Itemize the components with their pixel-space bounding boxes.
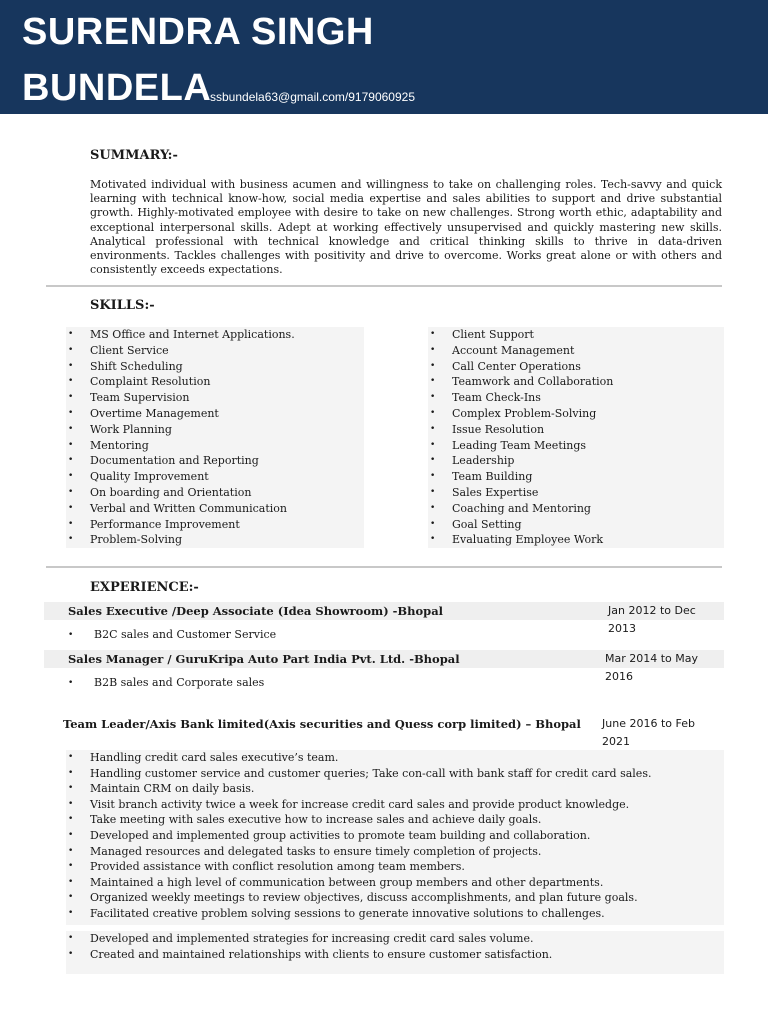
duty-item: • Provided assistance with conflict resolution among team members. bbox=[66, 859, 724, 875]
skill-item: • Verbal and Written Communication bbox=[66, 501, 364, 517]
skill-item: • Overtime Management bbox=[66, 406, 364, 422]
skill-item: • Team Check-Ins bbox=[428, 390, 724, 406]
job-summary-bullet: • B2B sales and Corporate sales bbox=[64, 676, 264, 690]
skill-item: • Teamwork and Collaboration bbox=[428, 374, 724, 390]
skill-item: • Sales Expertise bbox=[428, 485, 724, 501]
skill-item: • Coaching and Mentoring bbox=[428, 501, 724, 517]
skill-item: • On boarding and Orientation bbox=[66, 485, 364, 501]
section-divider bbox=[46, 285, 722, 287]
skill-item: • Client Service bbox=[66, 343, 364, 359]
skills-left-column bbox=[66, 327, 364, 548]
team-leader-duties bbox=[66, 750, 724, 925]
duty-item: • Take meeting with sales executive how to increase sales and achieve daily goals. bbox=[66, 812, 724, 828]
skill-item: • MS Office and Internet Applications. bbox=[66, 327, 364, 343]
skill-item: • Quality Improvement bbox=[66, 469, 364, 485]
skills-right-column bbox=[428, 327, 724, 548]
duty-item: • Handling customer service and customer queries; Take con-call with bank staff for credit card sales. bbox=[66, 766, 724, 782]
name-second-line: BUNDELA bbox=[22, 67, 212, 109]
job-dates: Mar 2014 to May 2016 bbox=[605, 652, 699, 683]
skill-item: • Goal Setting bbox=[428, 517, 724, 533]
skill-item: • Performance Improvement bbox=[66, 517, 364, 533]
duty-item: • Managed resources and delegated tasks to ensure timely completion of projects. bbox=[66, 844, 724, 860]
duty-item: • Visit branch activity twice a week for increase credit card sales and provide product knowledge. bbox=[66, 797, 724, 813]
duty-item: • Created and maintained relationships with clients to ensure customer satisfaction. bbox=[66, 947, 724, 963]
skill-item: • Evaluating Employee Work bbox=[428, 532, 724, 548]
skill-item: • Documentation and Reporting bbox=[66, 453, 364, 469]
skill-item: • Client Support bbox=[428, 327, 724, 343]
skill-item: • Mentoring bbox=[66, 438, 364, 454]
job-title: Sales Manager / GuruKripa Auto Part India Pvt. Ltd. -Bhopal bbox=[68, 652, 460, 666]
duty-item: • Maintained a high level of communication between group members and other departments. bbox=[66, 875, 724, 891]
name-first-line: SURENDRA SINGH bbox=[22, 11, 374, 53]
additional-duties bbox=[66, 931, 724, 974]
duty-item: • Developed and implemented strategies for increasing credit card sales volume. bbox=[66, 931, 724, 947]
contact-info: ssbundela63@gmail.com/9179060925 bbox=[210, 90, 415, 104]
skill-item: • Problem-Solving bbox=[66, 532, 364, 548]
skill-item: • Leadership bbox=[428, 453, 724, 469]
skill-item: • Leading Team Meetings bbox=[428, 438, 724, 454]
skill-item: • Team Supervision bbox=[66, 390, 364, 406]
job-summary-bullet: • B2C sales and Customer Service bbox=[64, 628, 276, 642]
duty-item: • Developed and implemented group activities to promote team building and collaboration. bbox=[66, 828, 724, 844]
skill-item: • Shift Scheduling bbox=[66, 359, 364, 375]
skill-item: • Complex Problem-Solving bbox=[428, 406, 724, 422]
duty-item: • Facilitated creative problem solving sessions to generate innovative solutions to challenges. bbox=[66, 906, 724, 922]
duty-item: • Organized weekly meetings to review objectives, discuss accomplishments, and plan future goals. bbox=[66, 890, 724, 906]
skill-item: • Issue Resolution bbox=[428, 422, 724, 438]
job-title: Sales Executive /Deep Associate (Idea Showroom) -Bhopal bbox=[68, 604, 444, 618]
job-row bbox=[44, 715, 724, 748]
summary-heading: SUMMARY:- bbox=[90, 148, 178, 163]
job-title: Team Leader/Axis Bank limited(Axis securities and Quess corp limited) – Bhopal bbox=[63, 717, 581, 731]
skills-heading: SKILLS:- bbox=[90, 298, 155, 313]
experience-heading: EXPERIENCE:- bbox=[90, 580, 199, 595]
duty-item: • Handling credit card sales executive’s team. bbox=[66, 750, 724, 766]
skill-item: • Call Center Operations bbox=[428, 359, 724, 375]
skill-item: • Complaint Resolution bbox=[66, 374, 364, 390]
job-dates: June 2016 to Feb 2021 bbox=[602, 717, 695, 748]
skill-item: • Team Building bbox=[428, 469, 724, 485]
job-dates: Jan 2012 to Dec 2013 bbox=[608, 604, 696, 635]
duty-item: • Maintain CRM on daily basis. bbox=[66, 781, 724, 797]
skill-item: • Account Management bbox=[428, 343, 724, 359]
section-divider bbox=[46, 566, 722, 568]
summary-paragraph: Motivated individual with business acumen and willingness to take on challenging roles. Tech-savvy and quick learning with technical know-how, social media expertise and sales abilities to support and drive substantial growth. Highly-motivated employee with desire to take on new challenges. Strong worth ethic, adaptability and exceptional interpersonal skills. Adept at working effectively unsupervised and quickly mastering new skills. Analytical professional with technical knowledge and critical thinking skills to thrive in data-driven environments. Tackles challenges with positivity and drive to overcome. Works great alone or with others and consistently exceeds expectations. bbox=[90, 178, 722, 277]
resume-header bbox=[0, 0, 768, 114]
skill-item: • Work Planning bbox=[66, 422, 364, 438]
